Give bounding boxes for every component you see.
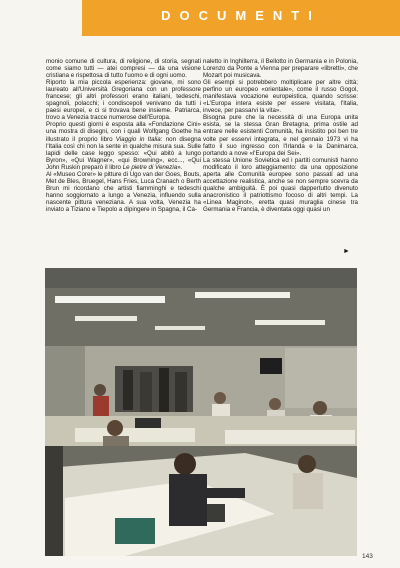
continue-arrow-icon: ► xyxy=(343,248,350,255)
paragraph: naletto in Inghilterra, il Bellotto in Germania e in Polonia, Lorenzo da Ponte a Vienna per preparare «libretti», che Mozart poi musicava. xyxy=(203,58,358,80)
section-title: DOCUMENTI xyxy=(161,8,321,23)
paragraph: Gli esempi si potrebbero moltiplicare per altre città; perfino un europeo «orientale», come il russo Gogol, manifestava vocazione europeistica, quando scrisse: «L'Europa intera esiste per essere visitata, l'Italia, invece, per passarvi la vita». xyxy=(203,79,358,115)
article-right-column xyxy=(203,58,358,213)
paragraph: La stessa Unione Sovietica ed i partiti comunisti hanno modificato il loro atteggiamento: da una opposizione aperta alle Comunità europee sono passati ad una accettazione realistica, anche se non sempre scevra da qualche ambiguità. È poi quasi dappertutto divenuto anacronistico il patriottismo focoso di altri tempi. La «Linea Maginot», eretta quasi muraglia cinese tra Germania e Francia, è diventata oggi quasi un xyxy=(203,156,358,213)
office-workers-photo xyxy=(45,268,357,556)
paragraph: Bisogna pure che la necessità di una Europa unita esista, se la stessa Gran Bretagna, prima ostile ad entrare nelle esistenti Comunità, ha insistito poi ben tre volte per esservi integrata, e nel gennaio 1973 vi ha fatto il suo ingresso con l'Irlanda e la Danimarca, portando a nove «l'Europa dei Sei». xyxy=(203,114,358,157)
paragraph: monio comune di cultura, di religione, di storia, segnati come siamo tutti — atei compresi — da una visione cristiana e rispettosa di tutto l'uomo e di ogni uomo. xyxy=(46,58,201,80)
paragraph: Riporto la mia piccola esperienza: giovane, mi sono laureato all'Università Gregoriana con un professore francese; gli altri professori erano italiani, tedeschi, spagnoli, polacchi; i condiscepoli venivano da tutti i paesi europei, e ci si trovava bene insieme. Patriarca, trovo a Venezia tracce numerose dell'Europa. xyxy=(46,79,201,122)
page-number: 143 xyxy=(362,553,373,560)
paragraph: Proprio questi giorni è esposta alla «Fondazione Cini» una mostra di disegni, con i quali Wolfgang Goethe ha illustrato il proprio libro Viaggio in Italia: non disegna l'Italia così chi non la sente in qualche misura sua. Sulle lapidi delle case leggo spesso: «Qui abitò a lungo Byron», «Qui Wagner», «qui Browning», ecc..., «Qui John Ruskin preparò il libro Le pietre di Venezia». xyxy=(46,121,201,171)
paragraph: Al «Museo Corer» le pitture di Ugo van der Goes, Bouts, Met de Bles, Bruegel, Hans Fries, Luca Cranach o Berth Brun mi ricordano che artisti fiamminghi e tedeschi hanno soggiornato a lungo a Venezia, influendo sulla nascente pittura veneziana. A sua volta, Venezia ha inviato a Tiziano e Tiepolo a dipingere in Spagna, il Ca- xyxy=(46,170,201,213)
article-left-column xyxy=(46,58,201,213)
